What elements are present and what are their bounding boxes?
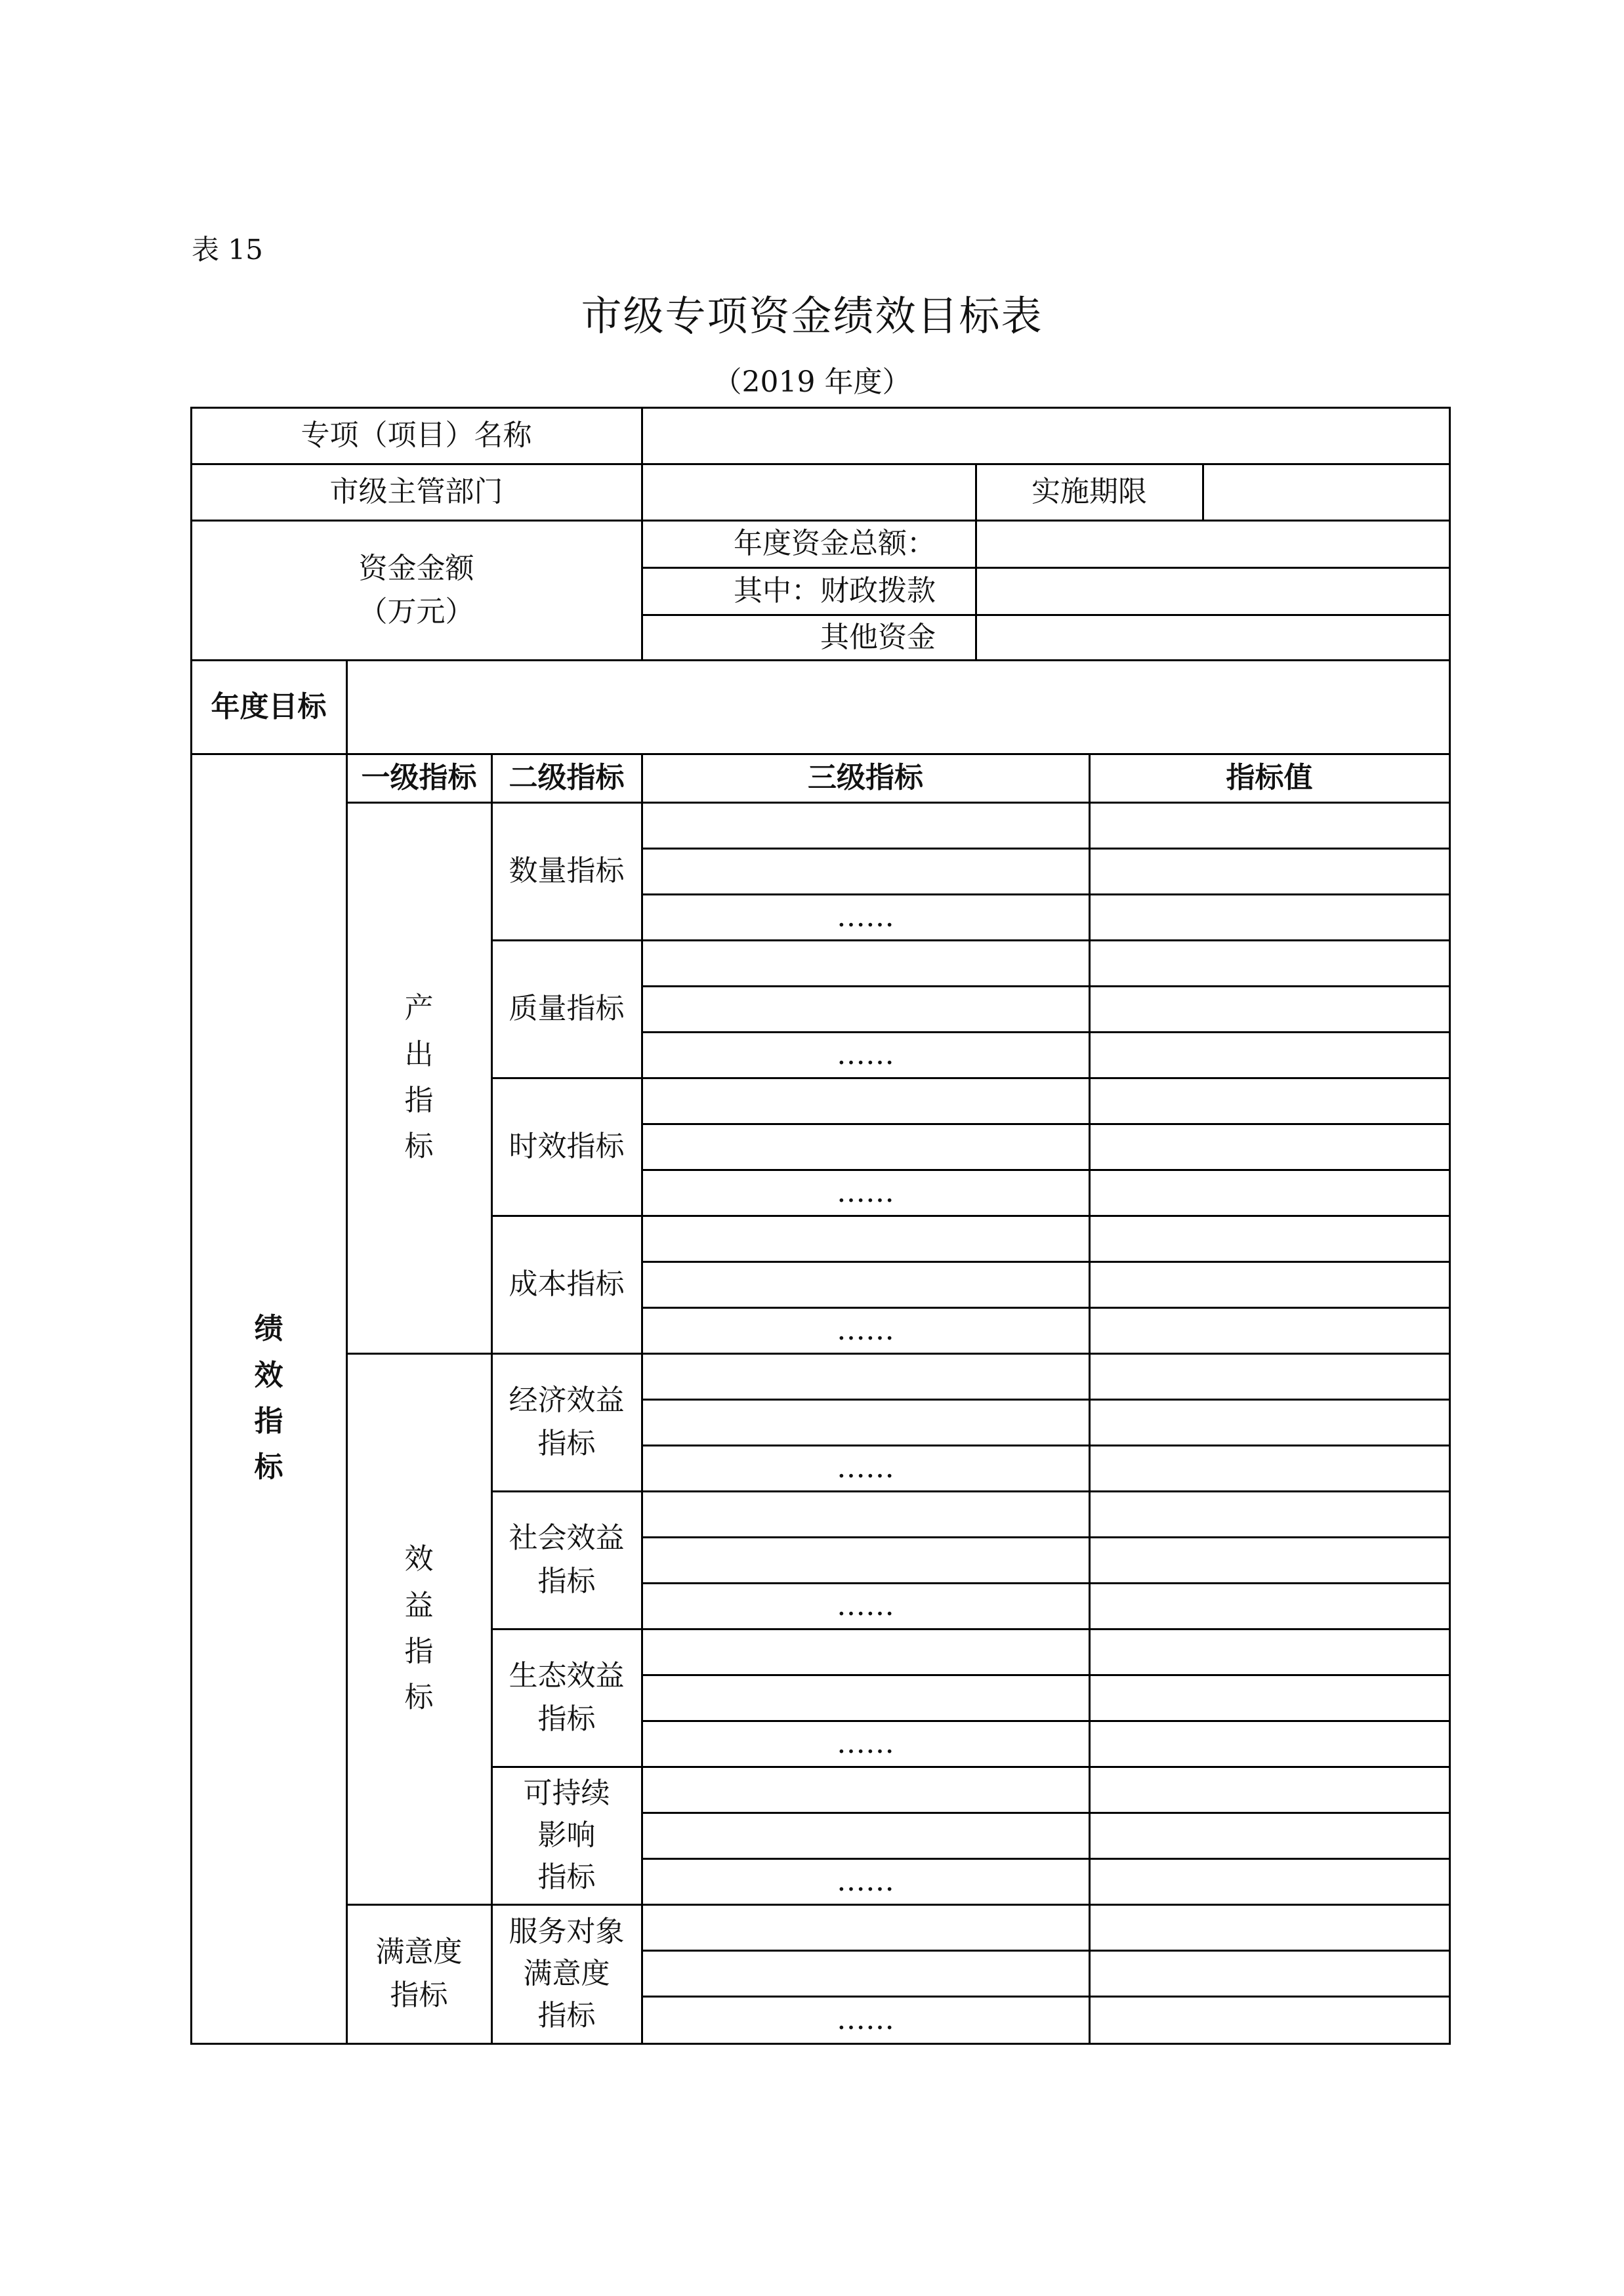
level2-header: 二级指标 [509,761,625,794]
period-label: 实施期限 [1031,475,1147,508]
timeliness-indicator-label: 时效指标 [509,1130,625,1163]
sustainability-label: 可持续 影响 指标 [523,1776,610,1894]
ellipsis: …… [837,1313,894,1347]
ellipsis: …… [837,1864,894,1898]
ellipsis: …… [837,2003,894,2036]
economic-benefit-label: 经济效益 指标 [509,1384,625,1460]
ellipsis: …… [837,1038,894,1071]
satisfaction-indicators-label: 满意度 指标 [375,1935,463,2012]
level3-header: 三级指标 [808,761,923,794]
document-year: （2019 年度） [713,365,911,399]
fund-amount-label: 资金金额 （万元） [358,551,474,628]
value-header: 指标值 [1226,761,1313,794]
annual-total-label: 年度资金总额： [734,527,936,560]
other-funds-label: 其他资金 [820,620,936,654]
project-name-label: 专项（项目）名称 [301,419,532,452]
ellipsis: …… [837,1727,894,1760]
ecological-benefit-label: 生态效益 指标 [509,1659,625,1736]
ellipsis: …… [837,1589,894,1622]
ellipsis: …… [837,1451,894,1485]
annual-goal-label: 年度目标 [211,689,327,724]
service-satisfaction-label: 服务对象 满意度 指标 [509,1915,625,2032]
benefit-indicators-label: 效 益 指 标 [404,1542,434,1715]
ellipsis: …… [837,900,894,933]
document-title: 市级专项资金绩效目标表 [581,292,1043,340]
level1-header: 一级指标 [361,761,477,794]
performance-indicators-label: 绩 效 指 标 [254,1312,283,1485]
table-number: 表 15 [192,234,263,266]
department-label: 市级主管部门 [329,475,503,508]
social-benefit-label: 社会效益 指标 [509,1521,625,1598]
quality-indicator-label: 质量指标 [509,992,625,1025]
cost-indicator-label: 成本指标 [509,1267,625,1301]
fiscal-allocation-label: 其中：财政拨款 [734,574,936,607]
quantity-indicator-label: 数量指标 [509,854,625,888]
ellipsis: …… [837,1176,894,1209]
output-indicators-label: 产 出 指 标 [404,991,434,1164]
